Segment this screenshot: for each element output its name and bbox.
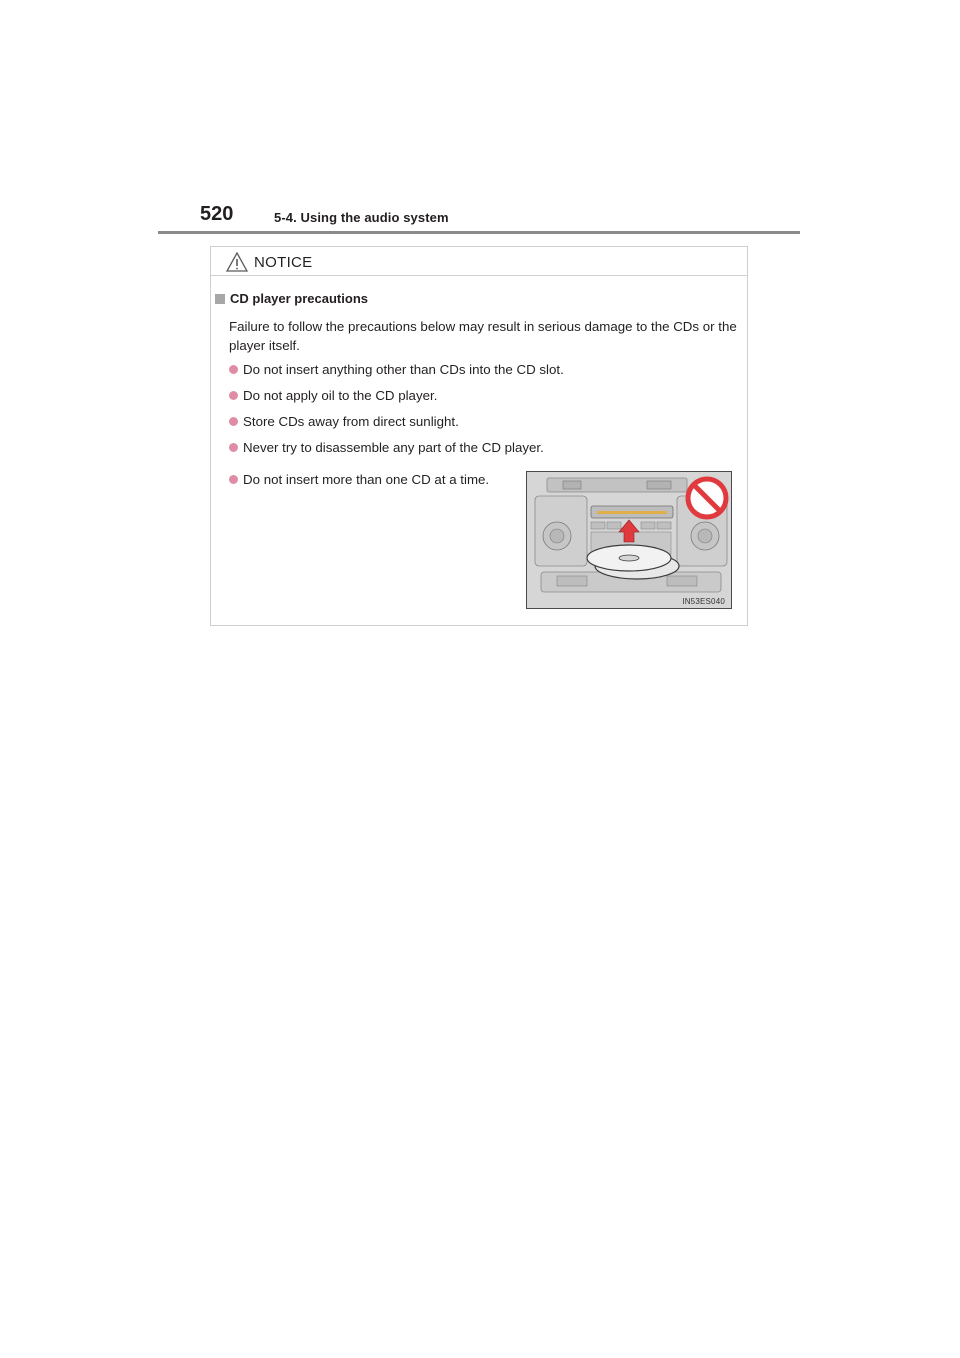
page-header <box>158 203 800 233</box>
header-rule <box>158 231 800 234</box>
list-item-text: Do not apply oil to the CD player. <box>243 388 438 403</box>
square-bullet-icon <box>215 294 225 304</box>
notice-header <box>211 247 747 276</box>
figure-code: IN53ES040 <box>682 597 725 606</box>
notice-box <box>210 246 748 626</box>
list-item <box>229 414 459 429</box>
bullet-dot-icon <box>229 365 238 374</box>
page-number: 520 <box>200 203 234 225</box>
dashboard-drawing <box>527 472 732 609</box>
notice-label: NOTICE <box>254 254 313 271</box>
list-item-text: Store CDs away from direct sunlight. <box>243 414 459 429</box>
cd-insertion-illustration <box>526 471 732 609</box>
subheading <box>215 291 368 306</box>
list-item <box>229 362 564 377</box>
intro-paragraph: Failure to follow the precautions below may result in serious damage to the CDs or the player itself. <box>229 319 737 353</box>
warning-triangle-icon <box>226 252 248 272</box>
section-title: 5-4. Using the audio system <box>274 210 449 225</box>
list-item <box>229 388 437 403</box>
list-item-text: Do not insert anything other than CDs into the CD slot. <box>243 362 564 377</box>
list-item <box>229 440 544 455</box>
bullet-dot-icon <box>229 443 238 452</box>
list-item-text: Do not insert more than one CD at a time. <box>243 472 490 487</box>
subheading-text: CD player precautions <box>230 291 368 306</box>
list-item <box>229 472 489 487</box>
bullet-dot-icon <box>229 417 238 426</box>
bullet-dot-icon <box>229 475 238 484</box>
list-item-text: Never try to disassemble any part of the CD player. <box>243 440 544 455</box>
bullet-dot-icon <box>229 391 238 400</box>
